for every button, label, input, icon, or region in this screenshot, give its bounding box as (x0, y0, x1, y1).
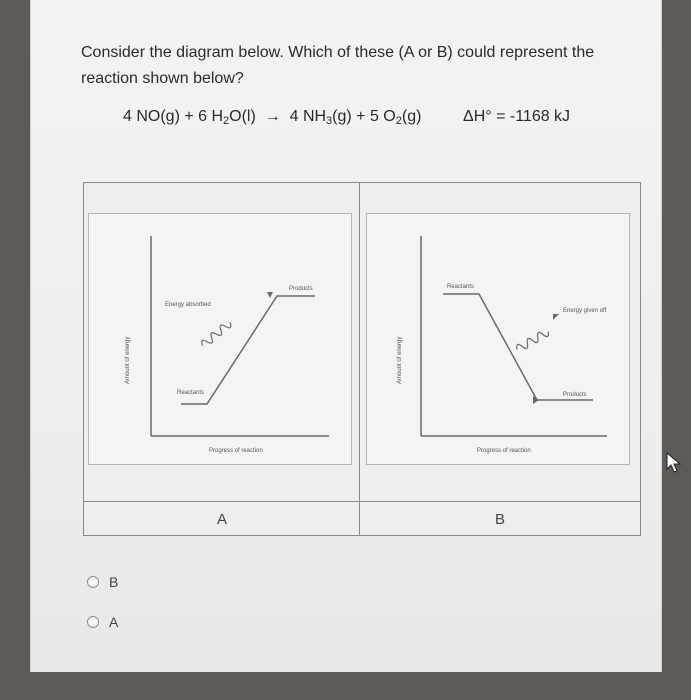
chemical-equation (123, 108, 421, 127)
wavy-energy-icon (515, 328, 550, 353)
diagram-table (83, 182, 641, 536)
energy-diagram-a-svg (89, 214, 351, 464)
subscript: 2 (395, 115, 402, 127)
equation-reactants-end: O(l) (229, 108, 256, 125)
y-axis-label: Amount of energy (125, 336, 131, 384)
energy-diagram-b (366, 213, 630, 465)
enthalpy-value: ΔH° = -1168 kJ (463, 108, 571, 125)
reaction-arrow-icon: → (264, 108, 281, 125)
option-label: B (109, 574, 119, 590)
wavy-energy-icon (200, 319, 233, 348)
energy-path-line (181, 296, 315, 404)
subscript: 3 (326, 115, 333, 127)
option-label: A (109, 614, 119, 630)
table-divider (84, 501, 640, 502)
top-level-label: Products (289, 286, 313, 292)
bottom-level-label: Reactants (177, 390, 205, 396)
energy-diagram-a (88, 213, 352, 465)
question-card (30, 0, 662, 672)
mouse-pointer-icon (666, 452, 682, 474)
arrow-head-icon (553, 314, 559, 320)
answer-option-a[interactable] (87, 614, 118, 630)
question-text: Consider the diagram below. Which of these (A or B) could represent the reaction shown below? (81, 44, 595, 87)
x-axis-label: Progress of reaction (209, 448, 263, 454)
equation-products: 4 NH (289, 108, 327, 125)
bottom-level-label: Products (563, 392, 587, 398)
subscript: 2 (223, 115, 230, 127)
energy-note-label: Energy given off (563, 308, 607, 314)
x-axis-label: Progress of reaction (477, 448, 531, 454)
arrow-head-icon (267, 292, 273, 298)
energy-note-label: Energy absorbed (165, 302, 211, 308)
y-axis-label: Amount of energy (397, 336, 403, 384)
table-divider (359, 183, 360, 535)
top-level-label: Reactants (447, 284, 475, 290)
equation-products-mid: (g) + 5 O (332, 108, 396, 125)
caption-a: A (216, 511, 227, 528)
radio-button-icon[interactable] (87, 576, 99, 588)
equation-products-end: (g) (401, 108, 422, 125)
radio-button-icon[interactable] (87, 616, 99, 628)
energy-diagram-b-svg (367, 214, 629, 464)
answer-option-b[interactable] (87, 574, 118, 590)
caption-b: B (494, 511, 505, 528)
equation-reactants: 4 NO(g) + 6 H (123, 108, 224, 125)
